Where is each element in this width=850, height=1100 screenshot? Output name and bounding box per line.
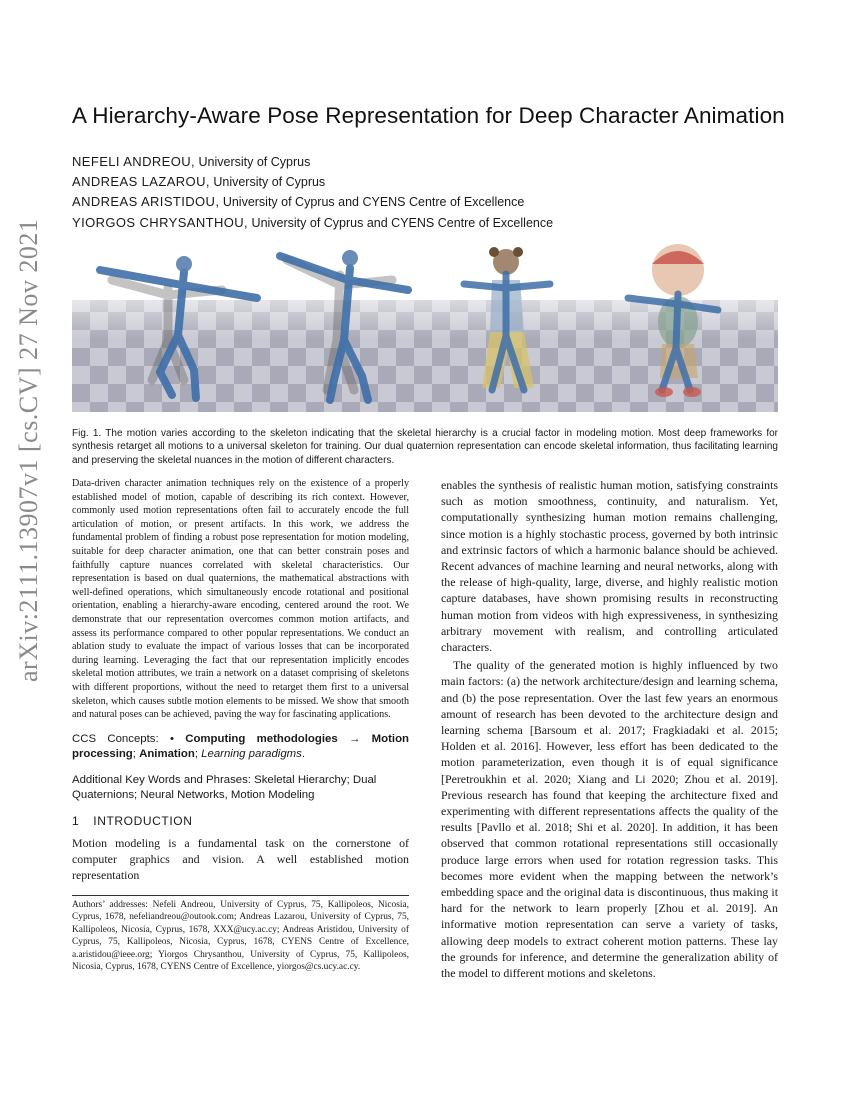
ccs-term: Computing methodologies: [185, 732, 338, 745]
section-heading: [72, 814, 409, 828]
ccs-arrow: →: [337, 732, 372, 745]
author-name: ANDREAS ARISTIDOU,: [72, 194, 220, 210]
ccs-separator: ;: [194, 748, 202, 761]
figure-caption: Fig. 1. The motion varies according to the skeleton indicating that the skeletal hierarchy is a crucial factor in modeling motion. Most deep frameworks for synthesis retarget all motions to a universal skeleton for training. Our dual quaternion representation can encode skeletal information, thus facilitating learning and preserving the skeletal nuances in the motion of different characters.: [72, 428, 778, 466]
author-affiliation: University of Cyprus: [209, 175, 326, 190]
author-name: ANDREAS LAZAROU,: [72, 174, 210, 190]
author-line: [72, 152, 792, 172]
abstract: Data-driven character animation techniques rely on the existence of a properly established model of motion, capable of describing its rich context. However, commonly used motion representations often fail to accurately encode the full articulation of motion, or present artifacts. In this work, we address the fundamental problem of finding a robust pose representation for motion modeling, suitable for deep character animation, one that can better constrain poses and faithfully capture nuances correlated with skeletal characteristics. Our representation is based on dual quaternions, the mathematical abstractions with well-defined operations, which simultaneously encode rotational and positional orientation, enabling a hierarchy-aware encoding, centered around the root. We demonstrate that our representation overcomes common motion artifacts, and assess its performance compared to other popular representations. We conduct an ablation study to evaluate the impact of various losses that can be incorporated during learning. Leveraging the fact that our representation implicitly encodes skeletal motion attributes, we train a network on a dataset comprising of skeletons with different proportions, without the need to retarget them first to a universal skeleton, which causes subtle motion elements to be missed. We show that smooth and natural poses can be achieved, paving the way for fascinating applications.: [72, 478, 409, 721]
ccs-concepts: [72, 732, 409, 763]
author-affiliation: University of Cyprus and CYENS Centre of Excellence: [248, 215, 554, 230]
ccs-term: Motion processing: [72, 732, 409, 761]
ccs-term: Learning paradigms: [201, 748, 302, 761]
teaser-figure: [72, 240, 778, 412]
section-title: INTRODUCTION: [93, 813, 193, 828]
author-name: NEFELI ANDREOU,: [72, 154, 196, 169]
author-affiliation: University of Cyprus and CYENS Centre of Excellence: [219, 195, 525, 210]
author-list: [72, 152, 792, 233]
body-paragraph: The quality of the generated motion is highly influenced by two main factors: (a) the network architecture/design and learning schema, and (b) the pose representation. Over the last few years an enormous amount of research has been devoted to the architecture design and learning schema [Barsoum et al. 2017; Fragkiadaki et al. 2015; Holden et al. 2016]. However, less effort has been dedicated to the motion parameterization, even though it is of equal significance [Peretroukhin et al. 2020; Xiang and Li 2020; Zhou et al. 2019]. Previous research has found that keeping the architecture fixed and experimenting with different representations affects the quality of the results [Pavllo et al. 2018; Shi et al. 2020]. In addition, it has been observed that common rotational representations still occasionally produce large errors when used for rotation regression tasks. This becomes more evident when the mapping between the network’s embedding space and the original data is discontinuous, thus making it hard for the network to learn properly [Zhou et al. 2019]. An informative motion representation can serve a variety of tasks, allowing deep models to extract coherent motion patterns. These lay the grounds for inference, and determine the generalization ability of the model to different motions and skeletons.: [441, 658, 778, 981]
arxiv-identifier-stamp: arXiv:2111.13907v1 [cs.CV] 27 Nov 2021: [14, 218, 43, 682]
section-number: 1: [72, 813, 80, 828]
ccs-separator: ;: [132, 748, 140, 761]
left-column: [72, 477, 409, 883]
ccs-bullet: •: [169, 732, 186, 745]
author-line: [72, 192, 792, 212]
body-paragraph: enables the synthesis of realistic human motion, satisfying constraints such as motion smoothness, continuity, and naturalism. Yet, computationally synthesizing human motion remains challenging, since motion is a highly stochastic process, governed by both intrinsic and extrinsic factors of which a harmonic balance should be achieved. Recent advances of machine learning and neural networks, along with the release of high-quality, large, diverse, and highly realistic motion capture databases, have shown promising results in reconstructing human motion from videos with high expressiveness, in synthesizing arbitrary movement with realism, and controlling articulated characters.: [441, 478, 778, 655]
ccs-term: Animation: [139, 748, 195, 761]
intro-paragraph: Motion modeling is a fundamental task on the cornerstone of computer graphics and vision. A well established motion representation: [72, 835, 409, 883]
teaser-figure-render: [72, 240, 778, 412]
author-name: YIORGOS CHRYSANTHOU,: [72, 214, 249, 230]
ccs-end: .: [301, 748, 306, 761]
ccs-label: CCS Concepts:: [72, 732, 170, 745]
right-column: [441, 477, 778, 981]
authors-addresses-footnote: Authors’ addresses: Nefeli Andreou, University of Cyprus, 75, Kallipoleos, Nicosia, Cyprus, 1678, nefeliandreou@outook.com; Andreas Lazarou, University of Cyprus, 75, Kallipoleos, Nicosia, Cyprus, 1678, XXX@ucy.ac.cy; Andreas Aristidou, University of Cyprus, 75, Kallipoleos, Nicosia, Cyprus, 1678, CYENS Centre of Excellence, a.aristidou@ieee.org; Yiorgos Chrysanthou, University of Cyprus, 75, Kallipoleos, Nicosia, Cyprus, 1678, CYENS Centre of Excellence, yiorgos@cs.ucy.ac.cy.: [72, 895, 409, 973]
paper-title: A Hierarchy-Aware Pose Representation for Deep Character Animation: [72, 103, 785, 128]
keywords: Additional Key Words and Phrases: Skeletal Hierarchy; Dual Quaternions; Neural Networks, Motion Modeling: [72, 773, 377, 802]
author-line: [72, 172, 792, 192]
author-line: [72, 213, 792, 233]
author-affiliation: University of Cyprus: [195, 155, 311, 169]
